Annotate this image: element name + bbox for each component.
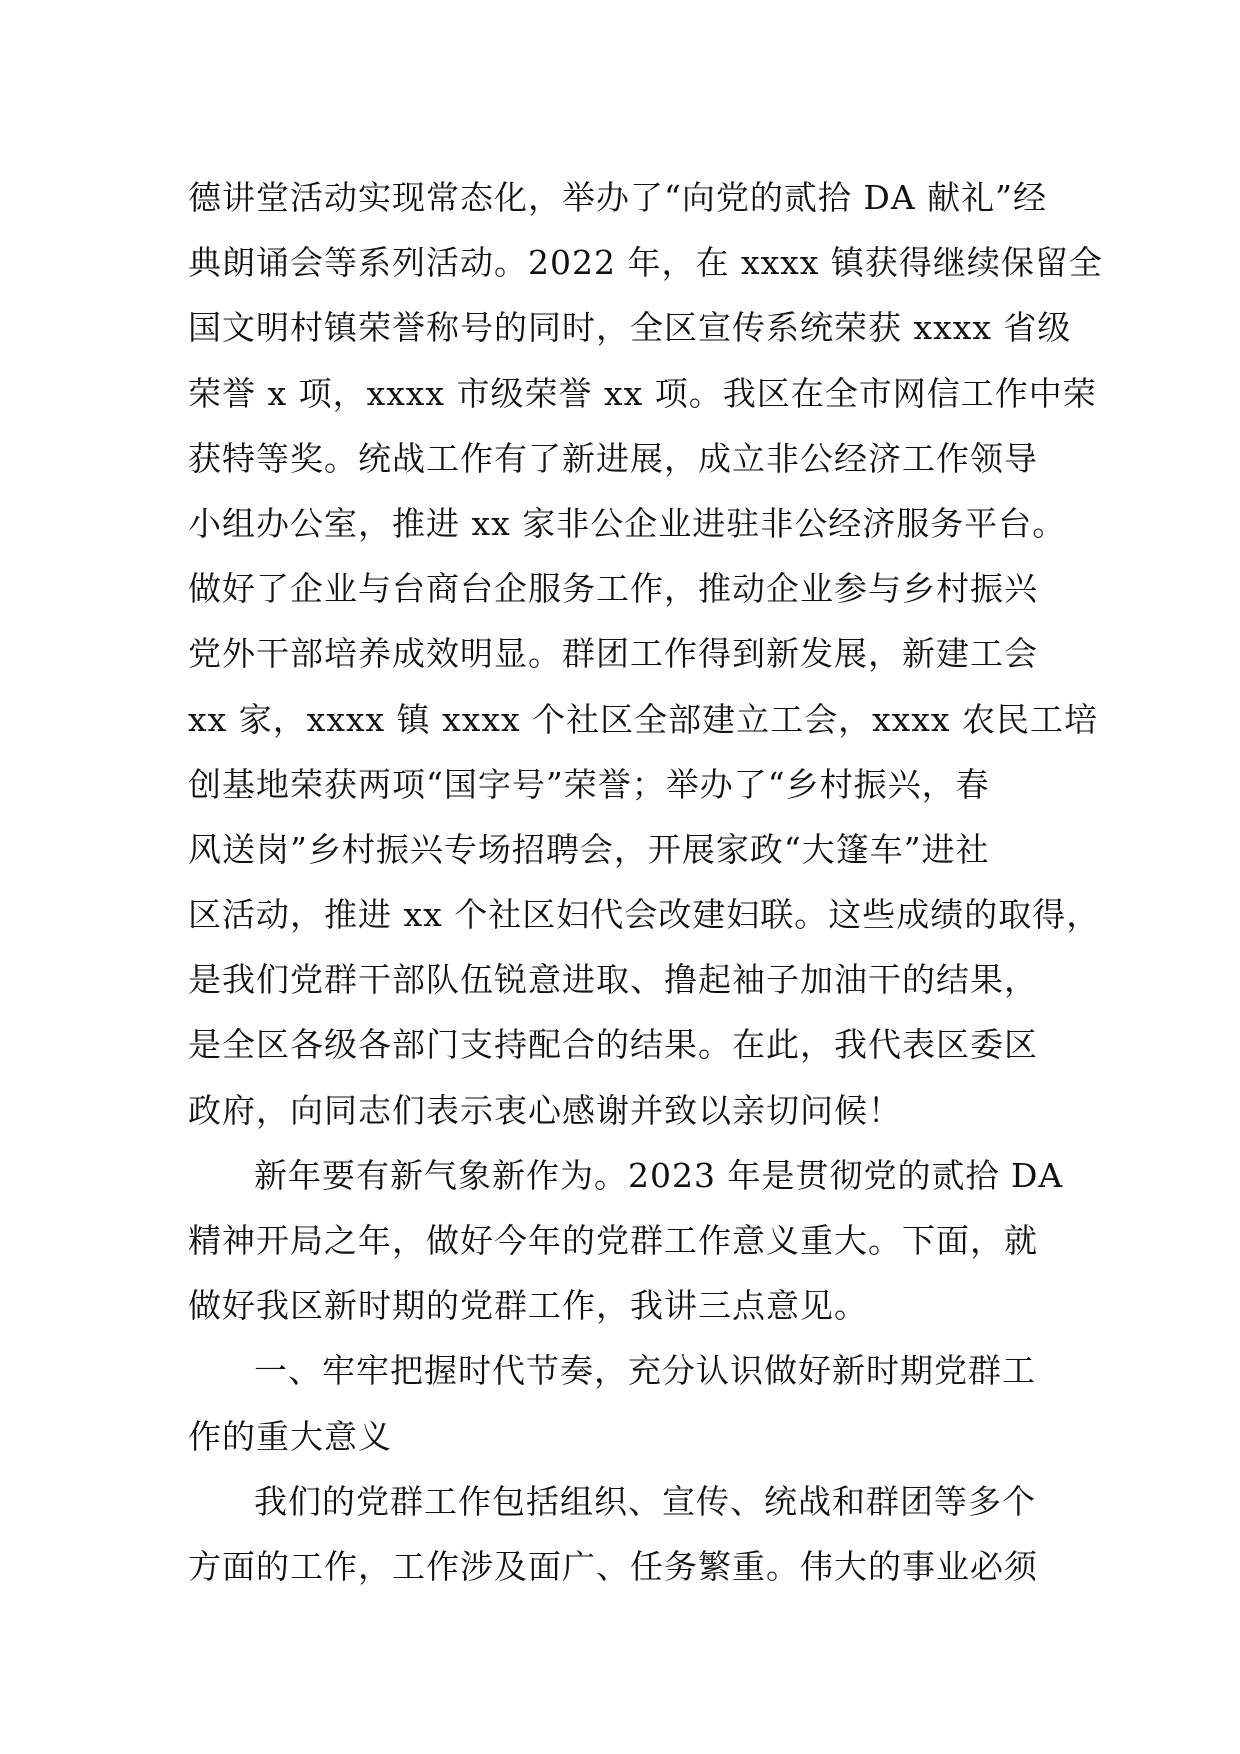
text-line: 国文明村镇荣誉称号的同时，全区宣传系统荣获 xxxx 省级 bbox=[188, 308, 1072, 348]
paragraph-first-line: 我们的党群工作包括组织、宣传、统战和群团等多个 bbox=[254, 1481, 1036, 1521]
section-heading-continuation: 作的重大意义 bbox=[188, 1416, 392, 1456]
text-line: 创基地荣获两项“国字号”荣誉；举办了“乡村振兴，春 bbox=[188, 764, 990, 804]
text-line: 荣誉 x 项，xxxx 市级荣誉 xx 项。我区在全市网信工作中荣 bbox=[188, 373, 1097, 413]
text-line: 区活动，推进 xx 个社区妇代会改建妇联。这些成绩的取得， bbox=[188, 895, 1101, 935]
text-line: 小组办公室，推进 xx 家非公企业进驻非公经济服务平台。 bbox=[188, 503, 1067, 543]
text-line: 方面的工作，工作涉及面广、任务繁重。伟大的事业必须 bbox=[188, 1546, 1038, 1586]
text-line: 德讲堂活动实现常态化，举办了“向党的贰拾 DA 献礼”经 bbox=[188, 178, 1048, 217]
paragraph-first-line: 新年要有新气象新作为。2023 年是贯彻党的贰拾 DA bbox=[254, 1155, 1064, 1195]
text-line: 获特等奖。统战工作有了新进展，成立非公经济工作领导 bbox=[188, 438, 1038, 478]
document-body bbox=[188, 165, 1103, 1599]
text-line: xx 家，xxxx 镇 xxxx 个社区全部建立工会，xxxx 农民工培 bbox=[188, 699, 1099, 739]
text-line: 典朗诵会等系列活动。2022 年，在 xxxx 镇获得继续保留全 bbox=[188, 243, 1103, 283]
text-line: 政府，向同志们表示衷心感谢并致以亲切问候！ bbox=[188, 1090, 902, 1130]
text-line: 精神开局之年，做好今年的党群工作意义重大。下面，就 bbox=[188, 1221, 1038, 1260]
text-line: 是全区各级各部门支持配合的结果。在此，我代表区委区 bbox=[188, 1025, 1038, 1065]
text-line: 做好了企业与台商台企服务工作，推动企业参与乡村振兴 bbox=[188, 569, 1038, 609]
text-line: 党外干部培养成效明显。群团工作得到新发展，新建工会 bbox=[188, 634, 1038, 674]
text-line: 风送岗”乡村振兴专场招聘会，开展家政“大篷车”进社 bbox=[188, 829, 990, 869]
section-heading: 一、牢牢把握时代节奏，充分认识做好新时期党群工 bbox=[254, 1351, 1036, 1391]
text-line: 是我们党群干部队伍锐意进取、撸起袖子加油干的结果， bbox=[188, 960, 1038, 1000]
text-line: 做好我区新时期的党群工作，我讲三点意见。 bbox=[188, 1286, 868, 1326]
